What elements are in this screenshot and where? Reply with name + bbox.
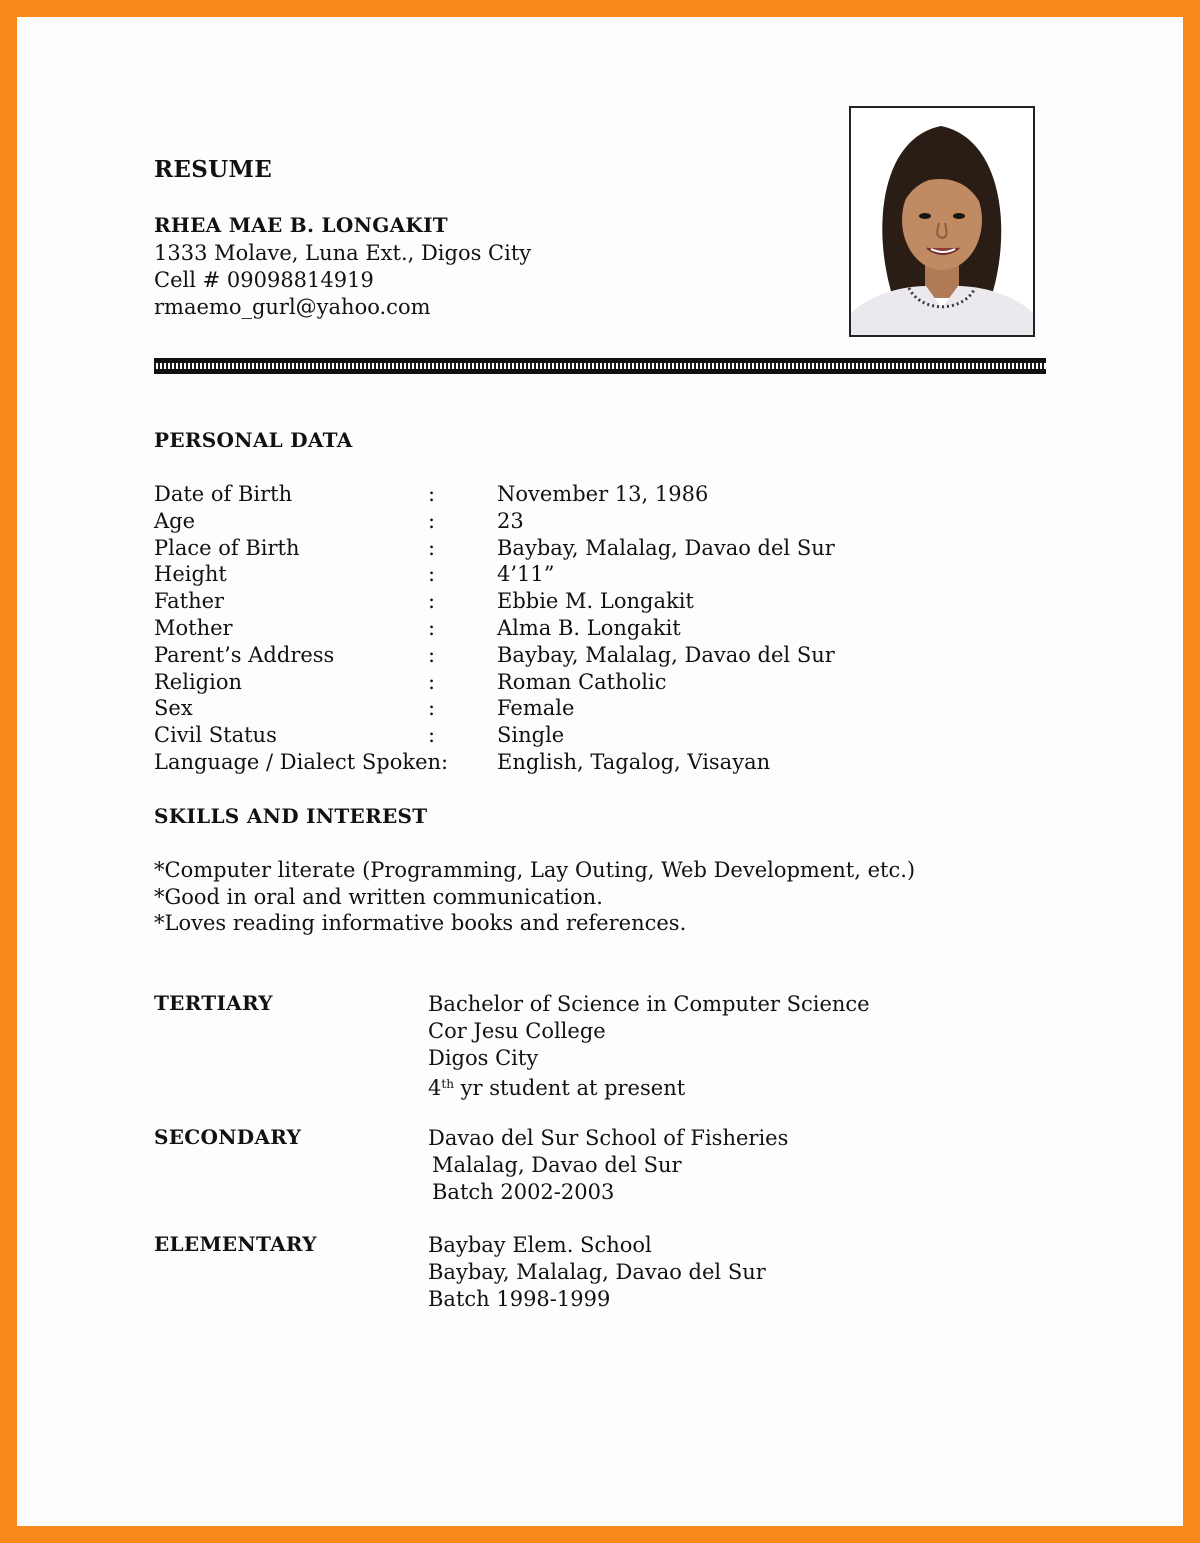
personal-data-label: Language / Dialect Spoken: — [154, 750, 449, 774]
personal-data-label: Age — [154, 508, 196, 533]
email: rmaemo_gurl@yahoo.com — [154, 295, 431, 319]
elementary-batch: Batch 1998-1999 — [428, 1287, 611, 1311]
secondary-school: Davao del Sur School of Fisheries — [428, 1126, 789, 1150]
personal-data-label: Mother — [154, 616, 233, 640]
personal-data-label: Parent’s Address — [154, 642, 335, 667]
personal-data-value: Ebbie M. Longakit — [497, 589, 694, 614]
elementary-label: ELEMENTARY — [154, 1232, 317, 1256]
personal-data-value: 23 — [497, 508, 524, 533]
secondary-batch: Batch 2002-2003 — [432, 1180, 615, 1204]
tertiary-label: TERTIARY — [154, 991, 273, 1015]
tertiary-status — [428, 1071, 685, 1102]
personal-data-label: Sex — [154, 696, 193, 721]
personal-data-colon: : — [428, 508, 436, 533]
personal-data-label: Date of Birth — [154, 482, 293, 506]
personal-data-label: Civil Status — [154, 723, 277, 748]
resume-title: RESUME — [154, 156, 273, 183]
personal-data-label: Religion — [154, 669, 242, 694]
skill-item: *Computer literate (Programming, Lay Outing, Web Development, etc.) — [154, 858, 916, 882]
personal-data-value: Female — [497, 696, 575, 721]
tertiary-school: Cor Jesu College — [428, 1019, 606, 1043]
personal-data-colon: : — [428, 535, 436, 560]
personal-data-value: November 13, 1986 — [497, 482, 709, 506]
personal-data-label: Father — [154, 589, 225, 614]
personal-data-heading: PERSONAL DATA — [154, 428, 353, 452]
portrait-photo-icon — [849, 106, 1035, 337]
personal-data-colon: : — [428, 696, 436, 721]
personal-data-value: Roman Catholic — [497, 669, 667, 694]
tertiary-city: Digos City — [428, 1046, 539, 1070]
personal-data-colon: : — [428, 642, 436, 667]
personal-data-colon: : — [428, 562, 436, 587]
tertiary-status-rest: yr student at present — [453, 1076, 686, 1100]
personal-data-colon: : — [428, 723, 436, 748]
skills-heading: SKILLS AND INTEREST — [154, 804, 428, 828]
personal-data-value: Baybay, Malalag, Davao del Sur — [497, 535, 835, 560]
tertiary-status-sup: th — [441, 1077, 454, 1091]
personal-data-value: 4’11” — [497, 562, 555, 587]
header-divider — [154, 358, 1046, 374]
cell-number: Cell # 09098814919 — [154, 268, 374, 292]
personal-data-colon: : — [428, 616, 436, 640]
elementary-address: Baybay, Malalag, Davao del Sur — [428, 1260, 766, 1284]
personal-data-label: Place of Birth — [154, 535, 300, 560]
secondary-address: Malalag, Davao del Sur — [432, 1153, 682, 1177]
personal-data-colon: : — [428, 669, 436, 694]
tertiary-degree: Bachelor of Science in Computer Science — [428, 992, 870, 1016]
personal-data-value: Baybay, Malalag, Davao del Sur — [497, 642, 835, 667]
personal-data-value: Alma B. Longakit — [497, 616, 681, 640]
skill-item: *Loves reading informative books and references. — [154, 911, 687, 935]
secondary-label: SECONDARY — [154, 1125, 302, 1149]
skill-item: *Good in oral and written communication. — [154, 885, 603, 909]
personal-data-value: Single — [497, 723, 565, 748]
personal-data-colon: : — [428, 589, 436, 614]
personal-data-value: English, Tagalog, Visayan — [497, 750, 771, 774]
applicant-name: RHEA MAE B. LONGAKIT — [154, 213, 448, 237]
personal-data-label: Height — [154, 562, 227, 587]
address: 1333 Molave, Luna Ext., Digos City — [154, 241, 532, 265]
elementary-school: Baybay Elem. School — [428, 1233, 652, 1257]
personal-data-colon: : — [428, 482, 436, 506]
tertiary-status-num: 4 — [428, 1076, 442, 1100]
